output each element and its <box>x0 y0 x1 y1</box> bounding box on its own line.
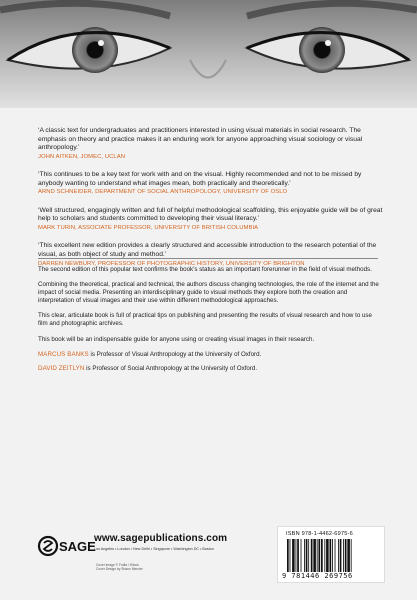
quote-attribution: JOHN AITKEN, JOMEC, UCLAN <box>38 153 126 160</box>
barcode-icon <box>286 539 376 572</box>
description-paragraph: This book will be an indispensable guide for anyone using or creating visual images in their research. <box>38 335 315 343</box>
description-paragraph: The second edition of this popular text confirms the book’s status as an important forerunner in the field of visual methods. <box>38 266 372 273</box>
quote-text: ‘Well structured, engagingly written and full of helpful methodological scaffolding, this enjoyable guide will be of great help to scholars and students committed to developing their visual literacy.’ <box>38 206 383 223</box>
isbn-label: ISBN 978-1-4462-6975-6 <box>286 531 353 537</box>
description-paragraph: Combining the theoretical, practical and technical, the authors discuss changing technologies, the role of the internet and the impact of social media. Presenting an interdisciplinary guide to visual methods they explore both the creation and interpretation of visual images and their use within different methodological approaches. <box>38 281 379 305</box>
publisher-cities: Los Angeles • London • New Delhi • Singapore • Washington DC • Boston <box>94 547 214 551</box>
author-bio <box>38 351 383 359</box>
book-description <box>38 266 383 379</box>
eyes-illustration <box>0 0 417 108</box>
isbn-barcode-box <box>277 526 385 583</box>
cover-photo-eyes <box>0 0 417 108</box>
barcode-digits: 9 781446 269756 <box>282 572 353 580</box>
image-credit: Cover image © Fotlia / iStock <box>96 563 139 567</box>
author-bio <box>38 365 383 373</box>
quote-attribution: DARREN NEWBURY, PROFESSOR OF PHOTOGRAPHIC HISTORY, UNIVERSITY OF BRIGHTON <box>38 260 305 267</box>
review-quote <box>38 242 386 268</box>
quote-text: ‘This continues to be a key text for work with and on the visual. Highly recommended and not to be missed by anybody wanting to understand what images mean, both practically and theoretically.’ <box>38 171 362 187</box>
publisher-url[interactable]: www.sagepublications.com <box>94 533 228 544</box>
cover-credits <box>96 563 143 572</box>
review-quote <box>38 171 386 197</box>
design-credit: Cover Design by Shaun Mercier <box>96 567 143 572</box>
review-quotes <box>38 127 386 278</box>
sage-logo <box>38 535 96 557</box>
quote-attribution: ARND SCHNEIDER, DEPARTMENT OF SOCIAL ANTHROPOLOGY, UNIVERSITY OF OSLO <box>38 189 288 196</box>
divider-line <box>38 258 378 259</box>
author-bio-text: is Professor of Social Anthropology at the University of Oxford. <box>84 364 258 372</box>
author-name: MARCUS BANKS <box>38 350 89 358</box>
review-quote <box>38 207 386 233</box>
author-name: DAVID ZEITLYN <box>38 364 85 372</box>
review-quote <box>38 127 386 161</box>
author-bio-text: is Professor of Visual Anthropology at the University of Oxford. <box>88 350 262 358</box>
quote-text: ‘A classic text for undergraduates and practitioners interested in using visual materials in social research. The emphasis on theory and practice makes it an enduring work for anyone approaching visual sociology or visual anthropology.’ <box>38 127 363 152</box>
publisher-block <box>38 533 278 563</box>
sage-logo-text: SAGE <box>59 539 96 554</box>
description-paragraph: This clear, articulate book is full of practical tips on publishing and presenting the results of visual research and how to use film and photographic archives. <box>38 312 372 328</box>
quote-text: ‘This excellent new edition provides a clearly structured and accessible introduction to the research potential of the visual, as both object of study and method.’ <box>38 242 377 258</box>
quote-attribution: MARK TURIN, ASSOCIATE PROFESSOR, UNIVERSITY OF BRITISH COLUMBIA <box>38 224 259 231</box>
